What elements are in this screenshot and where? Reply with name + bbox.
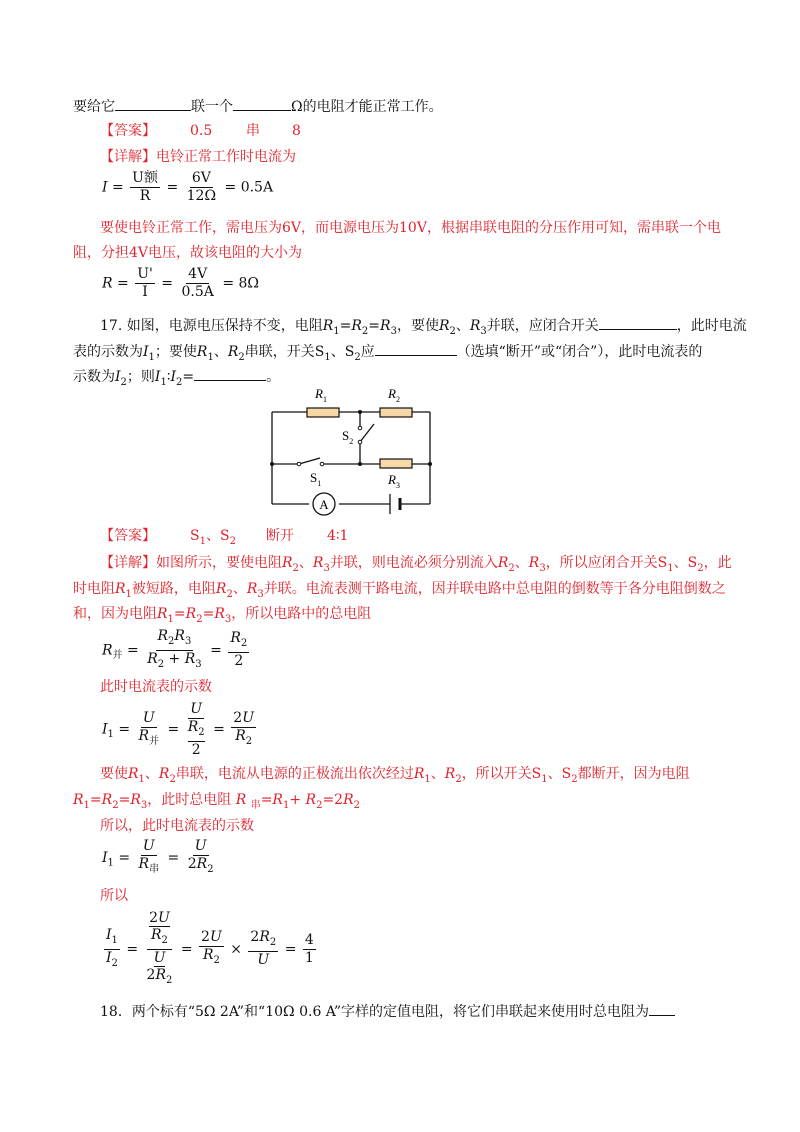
- fraction-numerator: U': [137, 266, 153, 282]
- equation-total-resistance: $R_并$ = $\frac{R_2R_3}{R_2 + R_3}$ = $\frac{R_2}{2}$: [102, 628, 248, 670]
- detail-text: 要使$R_1$、$R_2$串联，电流从电源的正极流出依次经过$R_1$、$R_2$，所以开关$S_1$、$S_2$都断开，因为电阻: [100, 766, 690, 785]
- q17-line-1: 17. 如图，电源电压保持不变，电阻$R_1=R_2=R_3$，要使$R_2$、$R_3$并联，应闭合开关 ，此时电流: [100, 315, 747, 341]
- answer-label: 【答案】: [100, 123, 156, 139]
- q17-text: 应: [360, 344, 375, 360]
- q17-text: 。: [266, 369, 281, 385]
- q16-detail-intro: [100, 148, 296, 166]
- detail-text: 和，因为电阻$R_1=R_2=R_3$，所以电路中的总电阻: [73, 606, 372, 625]
- equation-resistance: R = $\frac{U'}{I}$ = $\frac{4V}{0.5A}$ = 8Ω: [102, 266, 260, 300]
- answer-blank: [115, 96, 191, 111]
- q17-text: ；则: [126, 369, 155, 385]
- fraction-denominator: R: [139, 188, 151, 204]
- q17-text: 表的示数为: [73, 344, 143, 360]
- answer-blank: [233, 96, 291, 111]
- ammeter-label: A: [319, 497, 329, 512]
- equation-ratio: $\frac{I_1}{I_2}$ = 2U $R_2$ U $2R_2$ = $\frac{2U}{R_2}$ × $\frac{2R_2}{U}$ = $\frac{4}{1}$: [106, 910, 314, 986]
- q16-text: Ω的电阻才能正常工作。: [291, 99, 443, 115]
- equation-current: I = $\frac{\text{U额}}{R}$ = $\frac{6V}{12\Omega}$ = 0.5A: [102, 170, 274, 204]
- detail-text: 【详解】如图所示，要使电阻$R_2$、$R_3$并联，则电流必须分别流入$R_2$、$R_3$，所以应闭合开关$S_1$、$S_2$，此: [100, 555, 732, 574]
- equation-result: 8Ω: [238, 275, 260, 292]
- equation-i1: $I_1$ = $\frac{U}{R_并}$ = U $R_2$ 2 = $\frac{2U}{R_2}$: [102, 701, 255, 758]
- resistor-r3: [380, 459, 412, 468]
- q16-tail-line: [73, 96, 443, 116]
- answer-value: 串: [246, 123, 260, 139]
- detail-text: 要使电铃正常工作，需电压为6V，而电源电压为10V，根据串联电阻的分压作用可知，需串联一个电: [100, 220, 721, 236]
- q18-text: 18．两个标有“5Ω 2A”和“10Ω 0.6 A”字样的定值电阻，将它们串联起来使用时总电阻为: [100, 1004, 650, 1020]
- detail-text: 此时电流表的示数: [100, 679, 212, 695]
- q17-text: ，要使: [396, 318, 439, 334]
- answer-blank: [375, 341, 457, 356]
- fraction-numerator: 6V: [191, 170, 211, 186]
- fraction-numerator: 4V: [188, 266, 208, 282]
- answer-value: 8: [292, 123, 301, 139]
- q17-answer-line: [100, 527, 349, 547]
- q16-text: 要给它: [73, 99, 115, 115]
- circuit-diagram: [262, 382, 442, 518]
- fraction-denominator: 12Ω: [186, 188, 217, 204]
- q17-text: ；要使: [154, 344, 197, 360]
- q17-line-3: 示数为$I_2$；则$I_1∶I_2=$ 。: [73, 366, 280, 392]
- detail-text: $R_1=R_2=R_3$，此时总电阻 R $_串=R_1+ R_2=2R_2$: [73, 792, 361, 811]
- q16-text: 联一个: [191, 99, 233, 115]
- resistor-r1: [307, 408, 339, 417]
- resistor-r2: [380, 408, 412, 417]
- detail-label: 【详解】: [100, 555, 156, 571]
- answer-value: 4∶1: [327, 528, 349, 544]
- fraction-denominator: I: [142, 284, 148, 300]
- q17-text: （选填“断开”或“闭合”），此时电流表的: [456, 344, 703, 360]
- label-r2: $R_2$: [388, 386, 400, 404]
- q17-line-2: 表的示数为$I_1$；要使$R_1$、$R_2$串联，开关$S_1$、$S_2$应 （选填“断开”或“闭合”），此时电流表的: [73, 341, 702, 367]
- equation-i1-series: $I_1$ = $\frac{U}{R_串}$ = $\frac{U}{2R_2}$: [102, 838, 214, 875]
- answer-value: 0.5: [190, 123, 213, 139]
- answer-value: 断开: [266, 528, 294, 544]
- answer-blank: [194, 366, 266, 381]
- q17-text: 示数为: [73, 369, 115, 385]
- detail-label: 【详解】: [100, 149, 156, 165]
- q17-text: 串联，开关: [244, 344, 315, 360]
- answer-blank: [599, 315, 677, 330]
- fraction-denominator: 0.5A: [181, 284, 214, 300]
- q18-line: [100, 1001, 675, 1021]
- detail-text: 阻，分担4V电压，故该电阻的大小为: [73, 245, 303, 261]
- equation-result: 0.5A: [240, 179, 274, 196]
- label-r3: $R_3$: [388, 472, 400, 490]
- label-s1: $S_1$: [310, 470, 322, 488]
- q17-text: 并联，应闭合开关: [486, 318, 599, 334]
- label-s2: $S_2$: [342, 428, 354, 446]
- q16-answer-line: [100, 122, 301, 140]
- answer-value: $S_1$、$S_2$: [190, 528, 236, 547]
- answer-label: 【答案】: [100, 528, 156, 544]
- detail-text: 所以: [100, 888, 128, 904]
- label-r1: $R_1$: [315, 386, 327, 404]
- q17-text: ，此时电流: [676, 318, 747, 334]
- detail-text: 电铃正常工作时电流为: [156, 149, 296, 165]
- answer-blank: [649, 1001, 675, 1016]
- detail-text: 时电阻$R_1$被短路，电阻$R_2$、$R_3$并联。电流表测干路电流，因并联电路中总电阻的倒数等于各分电阻倒数之: [73, 581, 726, 600]
- q17-text: 17. 如图，电源电压保持不变，电阻: [100, 318, 323, 334]
- fraction-numerator: U额: [132, 170, 158, 186]
- detail-text: 所以，此时电流表的示数: [100, 818, 254, 834]
